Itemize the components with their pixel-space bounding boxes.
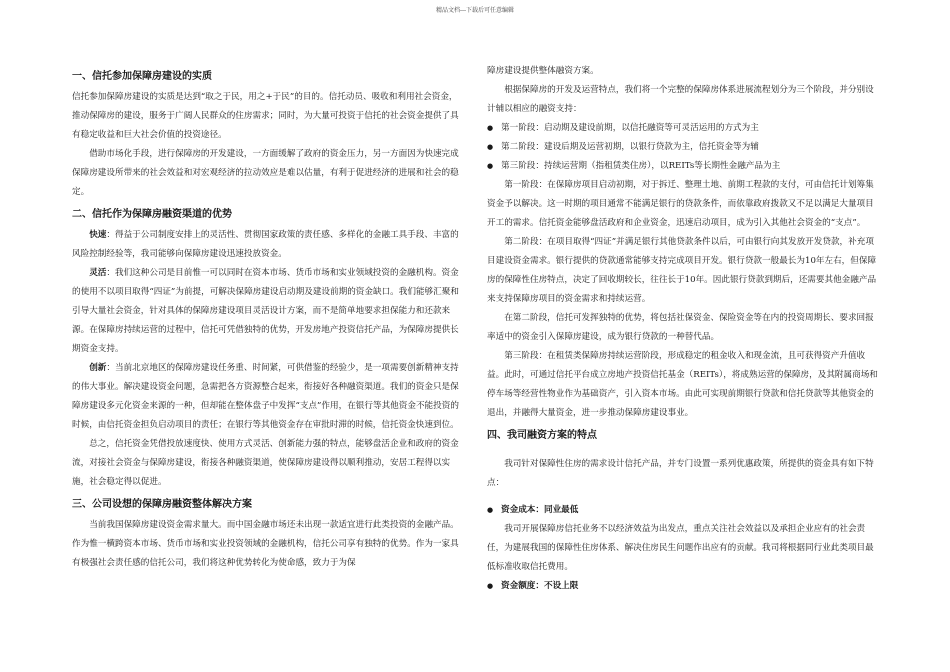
stage-bullet-2: ● 第二阶段：建设后期及运营初期，以银行贷款为主，信托资金等为辅 (487, 138, 880, 157)
stage-3-paragraph: 第三阶段：在租赁类保障房持续运营阶段，形成稳定的租金收入和现金流，且可获得资产升值收益。此时，可通过信托平台成立房地产投资信托基金（REITs），将成熟运营的保障房，及其附属商场和停车场等经营性物业作为基础资产，引入资本市场。由此可实现前期银行贷款和信托贷款等其他资金的退出，并融得大量资金，进一步推动保障房建设事业。 (487, 351, 878, 418)
stage-bullet-1: ● 第一阶段：启动期及建设前期，以信托融资等可灵活运用的方式为主 (487, 119, 880, 138)
spacer (487, 447, 880, 455)
section-2-title: 二、信托作为保障房融资渠道的优势 (72, 209, 232, 220)
flexible-lead: 灵活 (89, 268, 107, 278)
section-1-paragraph-1: 信托参加保障房建设的实质是达到“取之于民，用之+于民”的目的。信托动员、吸收和利用社会资金，推动保障房的建设，服务于广阔人民群众的住房需求；同时，为大量可投资于信托的社会资金提供了具有稳定收益和巨大社会价值的投资途径。 (72, 92, 459, 140)
stages-intro: 根据保障房的开发及运营特点，我们将一个完整的保障房体系进展流程划分为三个阶段，并分别设计辅以相应的融资支持： (487, 85, 874, 114)
innovation-lead: 创新 (89, 363, 107, 373)
spacer (487, 493, 880, 501)
flexible-paragraph (72, 264, 465, 359)
summary-paragraph: 总之，信托资金凭借投放速度快、使用方式灵活、创新能力强的特点，能够盘活企业和政府的资金流，对接社会资金与保障房建设，衔接各种融资渠道，使保障房建设得以顺利推动，安居工程得以实施，社会稳定得以促进。 (72, 439, 459, 487)
innovation-paragraph (72, 359, 465, 435)
section-3-paragraph-1: 当前我国保障房建设资金需求量大。而中国金融市场还未出现一款适宜进行此类投资的金融产品。作为惟一横跨资本市场、货币市场和实业投资领域的金融机构，信托公司享有独特的优势。作为一家具有极强社会责任感的信托公司，我们将这种优势转化为使命感，致力于为保 (72, 520, 459, 568)
section-4-title: 四、我司融资方案的特点 (487, 430, 597, 441)
flexible-text: ：我们这种公司是目前惟一可以同时在资本市场、货币市场和实业领域投资的金融机构。资金的使用不以项目取得“四证”为前提，可解决保障房建设启动期及建设前期的资金缺口。我们能够汇聚和引导大量社会资金，针对具体的保障房建设项目灵活设计方案，而不是简单地要求担保能力和还款来源。在保障房持续运营的过程中，信托可凭借独特的优势，开发房地产投资信托产品，为保障房提供长期资金支持。 (72, 268, 459, 354)
stage-2b-paragraph: 在第二阶段，信托可发挥独特的优势，将包括社保资金、保险资金等在内的投资周期长、要求回报率适中的资金引入保障房建设，成为银行贷款的一种替代品。 (487, 313, 874, 342)
innovation-text: ：当前北京地区的保障房建设任务重、时间紧，可供借鉴的经验少，是一项需要创新精神支持的伟大事业。解决建设资金问题，急需把各方资源整合起来，衔接好各种融资渠道。我们的资金只是保障房建设多元化资金来源的一种，但却能在整体盘子中发挥“支点”作用，在银行等其他资金不能投资的时候，由信托资金担负启动项目的责任；在银行等其他资金存在审批时滞的时候，信托资金快速到位。 (72, 363, 459, 430)
cost-paragraph: 我司开展保障房信托业务不以经济效益为出发点，重点关注社会效益以及承担企业应有的社会责任，为建展我国的保障性住房体系、解决住房民生问题作出应有的贡献。我司将根据同行业此类项目最低标准收取信托费用。 (487, 524, 874, 572)
section-1-title: 一、信托参加保障房建设的实质 (72, 71, 212, 82)
right-column (487, 62, 880, 596)
stage-2-paragraph: 第二阶段：在项目取得“四证”并满足银行其他贷款条件以后，可由银行向其发放开发贷款，补充项目建设资金需求。银行提供的贷款通常能够支持完成项目开发。银行贷款一般最长为10年左右，但保障房的保障性住房特点，决定了回收期较长，往往长于10年。因此银行贷款到期后，还需要其他金融产品来支持保障房项目的资金需求和持续运营。 (487, 237, 877, 304)
section-3-title: 三、公司设想的保障房融资整体解决方案 (72, 499, 252, 510)
stage-1-paragraph: 第一阶段：在保障房项目启动初期，对于拆迁、整理土地、前期工程款的支付，可由信托计划筹集资金予以解决。这一时期的项目通常不能满足银行的贷款条件，而依靠政府拨款又不足以满足大量项目开工的需求。信托资金能够盘活政府和企业资金，迅速启动项目，成为引入其他社会资金的“支点”。 (487, 180, 874, 228)
header-note: 精品文档---下载后可任意编辑 (435, 7, 515, 14)
section-1-paragraph-2: 借助市场化手段，进行保障房的开发建设，一方面缓解了政府的资金压力，另一方面因为快速完成保障房建设所带来的社会效益和对宏观经济的拉动效应是难以估量，有利于促进经济的进展和社会的稳定。 (72, 149, 459, 197)
amount-subheading: ● 资金额度：不设上限 (487, 577, 880, 596)
fast-lead: 快速 (89, 230, 107, 240)
cost-subheading: ● 资金成本：同业最低 (487, 501, 880, 520)
left-column (72, 64, 465, 573)
stage-bullet-3: ● 第三阶段：持续运营期（指租赁类住房），以REITs等长期性金融产品为主 (487, 157, 880, 176)
section-4-intro: 我司针对保障性住房的需求设计信托产品，并专门设置一系列优惠政策，所提供的资金具有如下特点： (487, 459, 874, 488)
fast-text: ：得益于公司制度安排上的灵活性、贯彻国家政策的责任感、多样化的金融工具手段、丰富的风险控制经验等，我司能够向保障房建设迅速投放资金。 (72, 230, 459, 259)
fast-paragraph (72, 226, 465, 264)
continued-text: 障房建设提供整体融资方案。 (487, 66, 599, 76)
